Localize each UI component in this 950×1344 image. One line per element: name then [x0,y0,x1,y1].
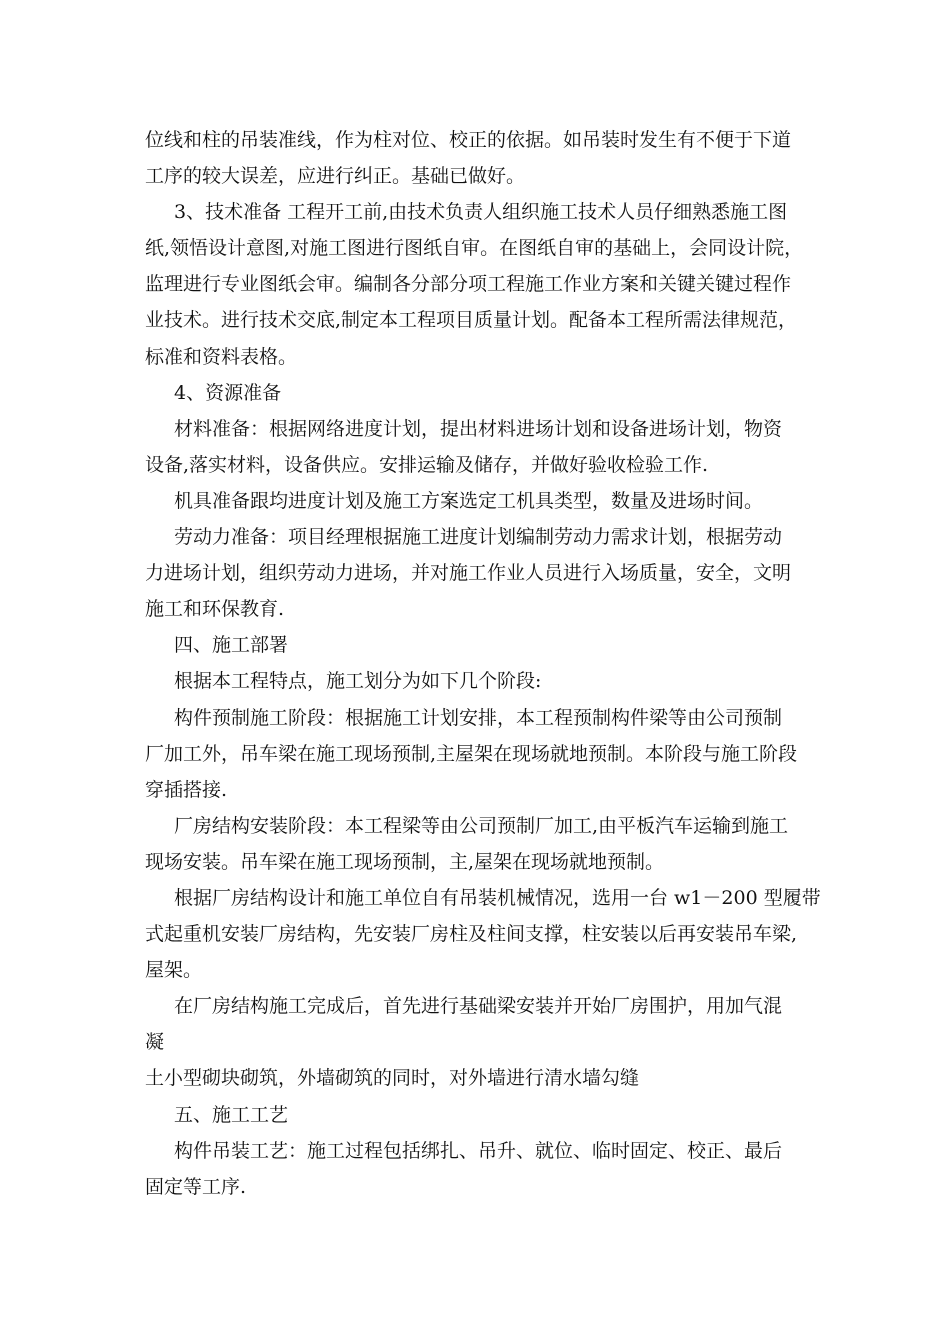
text-line: 施工和环保教育. [145,598,285,621]
text-line: 四、施工部署 [174,634,289,657]
text-line: 土小型砌块砌筑，外墙砌筑的同时，对外墙进行清水墙勾缝 [145,1067,640,1090]
text-line: 构件预制施工阶段：根据施工计划安排，本工程预制构件梁等由公司预制 [174,706,783,729]
text-line: 现场安装。吊车梁在施工现场预制，主,屋架在现场就地预制。 [145,850,665,873]
text-line: 4、资源准备 [174,381,282,404]
text-line: 标准和资料表格。 [145,345,298,368]
text-line: 屋架。 [145,959,203,982]
text-line: 构件吊装工艺：施工过程包括绑扎、吊升、就位、临时固定、校正、最后 [174,1139,783,1162]
text-line: 工序的较大误差，应进行纠正。基础已做好。 [145,165,526,188]
text-line: 厂加工外，吊车梁在施工现场预制,主屋架在现场就地预制。本阶段与施工阶段 [145,742,798,765]
text-line: 在厂房结构施工完成后，首先进行基础梁安装并开始厂房围护，用加气混 [174,995,783,1018]
text-line: 监理进行专业图纸会审。编制各分部分项工程施工作业方案和关键关键过程作 [145,273,792,296]
text-line: 材料准备：根据网络进度计划，提出材料进场计划和设备进场计划，物资 [174,417,783,440]
text-line: 力进场计划，组织劳动力进场，并对施工作业人员进行入场质量，安全，文明 [145,562,792,585]
text-line: 位线和柱的吊装准线，作为柱对位、校正的依据。如吊装时发生有不便于下道 [145,129,792,151]
text-line: 设备,落实材料，设备供应。安排运输及储存，并做好验收检验工作. [145,453,709,476]
text-line: 五、施工工艺 [174,1103,289,1126]
text-line: 厂房结构安装阶段：本工程梁等由公司预制厂加工,由平板汽车运输到施工 [174,814,789,837]
text-line: 根据本工程特点，施工划分为如下几个阶段: [174,670,542,693]
text-line: 机具准备跟均进度计划及施工方案选定工机具类型，数量及进场时间。 [174,489,764,512]
text-line: 凝 [145,1031,165,1054]
text-line: 穿插搭接. [145,778,228,801]
text-line: 3、技术准备 工程开工前,由技术负责人组织施工技术人员仔细熟悉施工图 [174,201,788,224]
text-line: 根据厂房结构设计和施工单位自有吊装机械情况，选用一台 w1－200 型履带 [174,886,821,909]
text-line: 固定等工序. [145,1175,247,1198]
text-line: 纸,领悟设计意图,对施工图进行图纸自审。在图纸自审的基础上，会同设计院， [145,237,804,260]
text-line: 业技术。进行技术交底,制定本工程项目质量计划。配备本工程所需法律规范， [145,309,798,332]
text-line: 式起重机安装厂房结构，先安装厂房柱及柱间支撑，柱安装以后再安装吊车梁, [145,923,798,946]
document-body [145,122,821,1205]
text-line: 劳动力准备：项目经理根据施工进度计划编制劳动力需求计划，根据劳动 [174,526,783,549]
